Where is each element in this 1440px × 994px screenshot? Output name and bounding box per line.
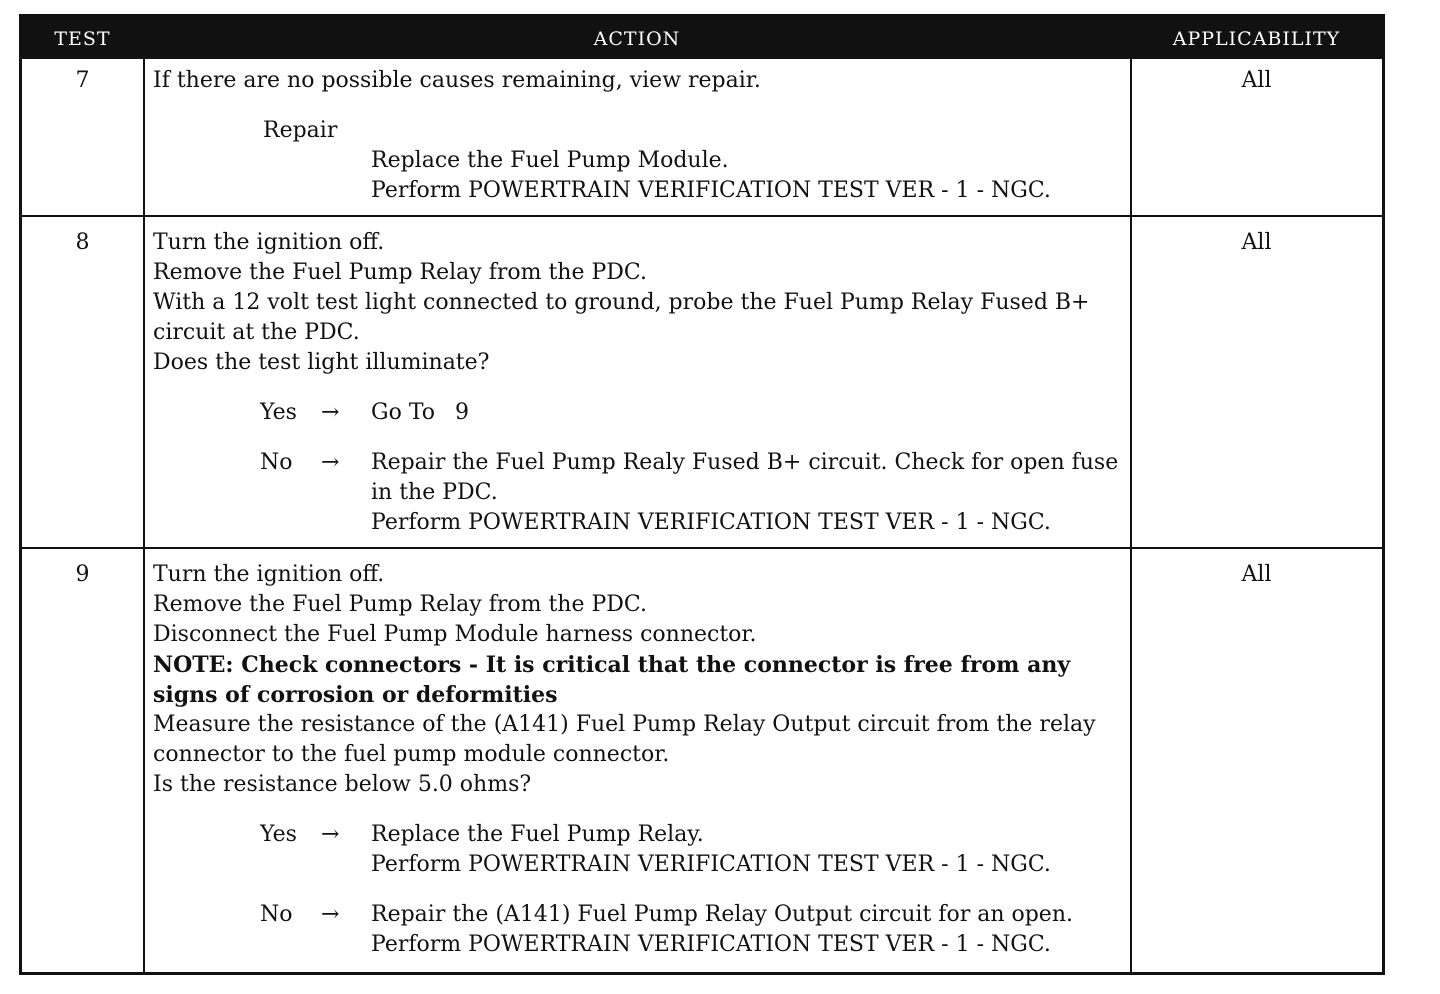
row-divider [22,215,1382,217]
header-action: ACTION [593,28,681,50]
test-number: 9 [75,562,90,587]
repair-label: Repair [263,118,338,143]
row-divider [22,547,1382,549]
action-line: Remove the Fuel Pump Relay from the PDC. [153,592,647,617]
test-number: 7 [75,68,90,93]
action-line: Measure the resistance of the (A141) Fuel Pump Relay Output circuit from the relay [153,712,1096,737]
no-result-line: Perform POWERTRAIN VERIFICATION TEST VER - 1 - NGC. [371,932,1051,957]
yes-branch [153,820,1128,850]
action-cell [153,66,1128,206]
note-line: signs of corrosion or deformities [153,682,558,708]
yes-result-line: Perform POWERTRAIN VERIFICATION TEST VER - 1 - NGC. [371,852,1051,877]
action-line: Remove the Fuel Pump Relay from the PDC. [153,260,647,285]
no-result-line: Repair the Fuel Pump Realy Fused B+ circuit. Check for open fuse [371,450,1119,475]
action-line: Is the resistance below 5.0 ohms? [153,772,532,797]
yes-result [371,398,469,428]
yes-branch [153,398,1128,428]
yes-label: Yes [260,822,297,847]
no-label: No [260,450,293,475]
applicability-value: All [1241,68,1272,93]
no-result-line: Repair the (A141) Fuel Pump Relay Output circuit for an open. [371,902,1073,927]
action-line: circuit at the PDC. [153,320,360,345]
arrow-right-icon: → [321,822,340,847]
diagnostic-table [19,14,1385,975]
no-branch [153,900,1128,930]
action-cell [153,228,1128,538]
header-test: TEST [54,28,111,50]
no-result-line: in the PDC. [371,480,498,505]
action-line: Disconnect the Fuel Pump Module harness connector. [153,622,757,647]
yes-label: Yes [260,400,297,425]
arrow-right-icon: → [321,400,340,425]
test-number: 8 [75,230,90,255]
note-line: NOTE: Check connectors - It is critical that the connector is free from any [153,652,1071,678]
goto-label: Go To [371,400,436,425]
table-header [22,17,1382,59]
action-cell [153,560,1128,960]
action-line: If there are no possible causes remaining, view repair. [153,68,761,93]
applicability-value: All [1241,562,1272,587]
column-divider [1130,59,1132,972]
repair-line: Perform POWERTRAIN VERIFICATION TEST VER - 1 - NGC. [371,178,1051,203]
column-divider [143,59,145,972]
action-line: Turn the ignition off. [153,562,385,587]
repair-line: Replace the Fuel Pump Module. [371,148,729,173]
arrow-right-icon: → [321,902,340,927]
goto-target: 9 [455,400,470,425]
no-branch [153,448,1128,478]
no-label: No [260,902,293,927]
yes-result-line: Replace the Fuel Pump Relay. [371,822,704,847]
applicability-value: All [1241,230,1272,255]
arrow-right-icon: → [321,450,340,475]
action-line: Does the test light illuminate? [153,350,490,375]
header-applicability: APPLICABILITY [1172,28,1341,50]
action-line: connector to the fuel pump module connector. [153,742,670,767]
action-line: Turn the ignition off. [153,230,385,255]
action-line: With a 12 volt test light connected to ground, probe the Fuel Pump Relay Fused B+ [153,290,1090,315]
no-result-line: Perform POWERTRAIN VERIFICATION TEST VER - 1 - NGC. [371,510,1051,535]
